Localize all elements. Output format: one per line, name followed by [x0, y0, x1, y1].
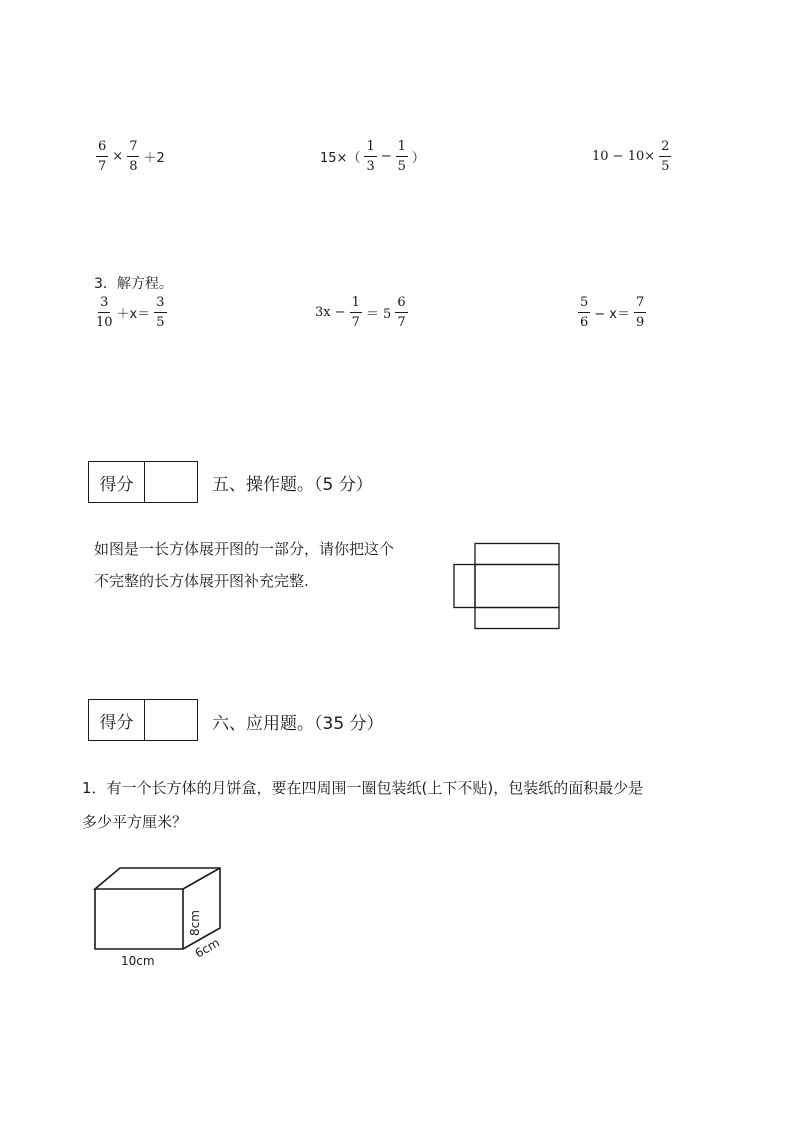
- denominator: 10: [96, 315, 113, 330]
- section-3-heading: 3．解方程。: [94, 276, 173, 292]
- numerator: 6: [395, 296, 407, 313]
- fraction: [659, 140, 671, 173]
- fraction: [96, 296, 113, 329]
- fraction: [127, 140, 139, 173]
- section-5-text-line-2: 不完整的长方体展开图补充完整.: [94, 572, 309, 590]
- net-face-middle: [475, 565, 559, 608]
- numerator: 1: [396, 140, 408, 157]
- cuboid-net-partial-figure: [450, 540, 565, 635]
- denominator: 5: [156, 315, 165, 330]
- question-1-line-1: 1．有一个长方体的月饼盒，要在四周围一圈包装纸(上下不贴)，包装纸的面积最少是: [82, 779, 644, 797]
- net-face-side: [454, 565, 475, 608]
- score-box-section-5: [88, 461, 198, 503]
- section-5-title: 五、操作题。（5 分）: [212, 475, 373, 495]
- expression-lead: 10 − 10×: [592, 149, 656, 164]
- question-1-line-2: 多少平方厘米？: [82, 813, 188, 831]
- numerator: 1: [364, 140, 376, 157]
- expression-tail: ）: [411, 151, 425, 166]
- numerator: 5: [578, 296, 590, 313]
- denominator: 3: [366, 159, 375, 174]
- expression-tail: ＋2: [143, 151, 165, 166]
- denominator: 6: [580, 315, 589, 330]
- numerator: 1: [350, 296, 362, 313]
- score-label: 得分: [89, 462, 145, 502]
- numerator: 6: [96, 140, 108, 157]
- equation-2: [313, 296, 410, 329]
- box-width-label: 6cm: [192, 935, 222, 961]
- calc-expression-2: [318, 140, 427, 173]
- fraction: [364, 140, 376, 173]
- equation-lead: 3x −: [315, 305, 346, 320]
- fraction: [578, 296, 590, 329]
- denominator: 8: [129, 159, 138, 174]
- fraction: [395, 296, 407, 329]
- equation-1: [94, 296, 169, 329]
- score-label: 得分: [89, 700, 145, 740]
- denominator: 9: [636, 315, 645, 330]
- denominator: 5: [397, 159, 406, 174]
- numerator: 2: [659, 140, 671, 157]
- net-face-top: [475, 544, 559, 565]
- denominator: 5: [661, 159, 670, 174]
- numerator: 7: [634, 296, 646, 313]
- operator: −: [380, 149, 392, 164]
- denominator: 7: [397, 315, 406, 330]
- equation-3: [576, 296, 648, 329]
- denominator: 7: [351, 315, 360, 330]
- calc-expression-1: [94, 140, 167, 173]
- fraction: [96, 140, 108, 173]
- box-length-label: 10cm: [121, 954, 155, 968]
- equation-middle: ＋x＝: [116, 307, 151, 322]
- fraction: [154, 296, 166, 329]
- score-box-section-6: [88, 699, 198, 741]
- mooncake-box-figure: [88, 862, 238, 974]
- denominator: 7: [98, 159, 107, 174]
- numerator: 3: [98, 296, 110, 313]
- calc-expression-3: [590, 140, 673, 173]
- expression-lead: 15×（: [320, 151, 361, 166]
- equation-middle: − x＝: [594, 307, 630, 322]
- equation-middle: ＝ 5: [365, 307, 392, 322]
- numerator: 7: [127, 140, 139, 157]
- section-5-text-line-1: 如图是一长方体展开图的一部分，请你把这个: [94, 540, 395, 558]
- fraction: [634, 296, 646, 329]
- net-face-bottom: [475, 608, 559, 629]
- operator: ×: [112, 149, 124, 164]
- fraction: [350, 296, 362, 329]
- numerator: 3: [154, 296, 166, 313]
- fraction: [396, 140, 408, 173]
- box-height-label: 8cm: [188, 910, 202, 936]
- section-6-title: 六、应用题。（35 分）: [212, 714, 384, 734]
- box-edge: [183, 868, 220, 889]
